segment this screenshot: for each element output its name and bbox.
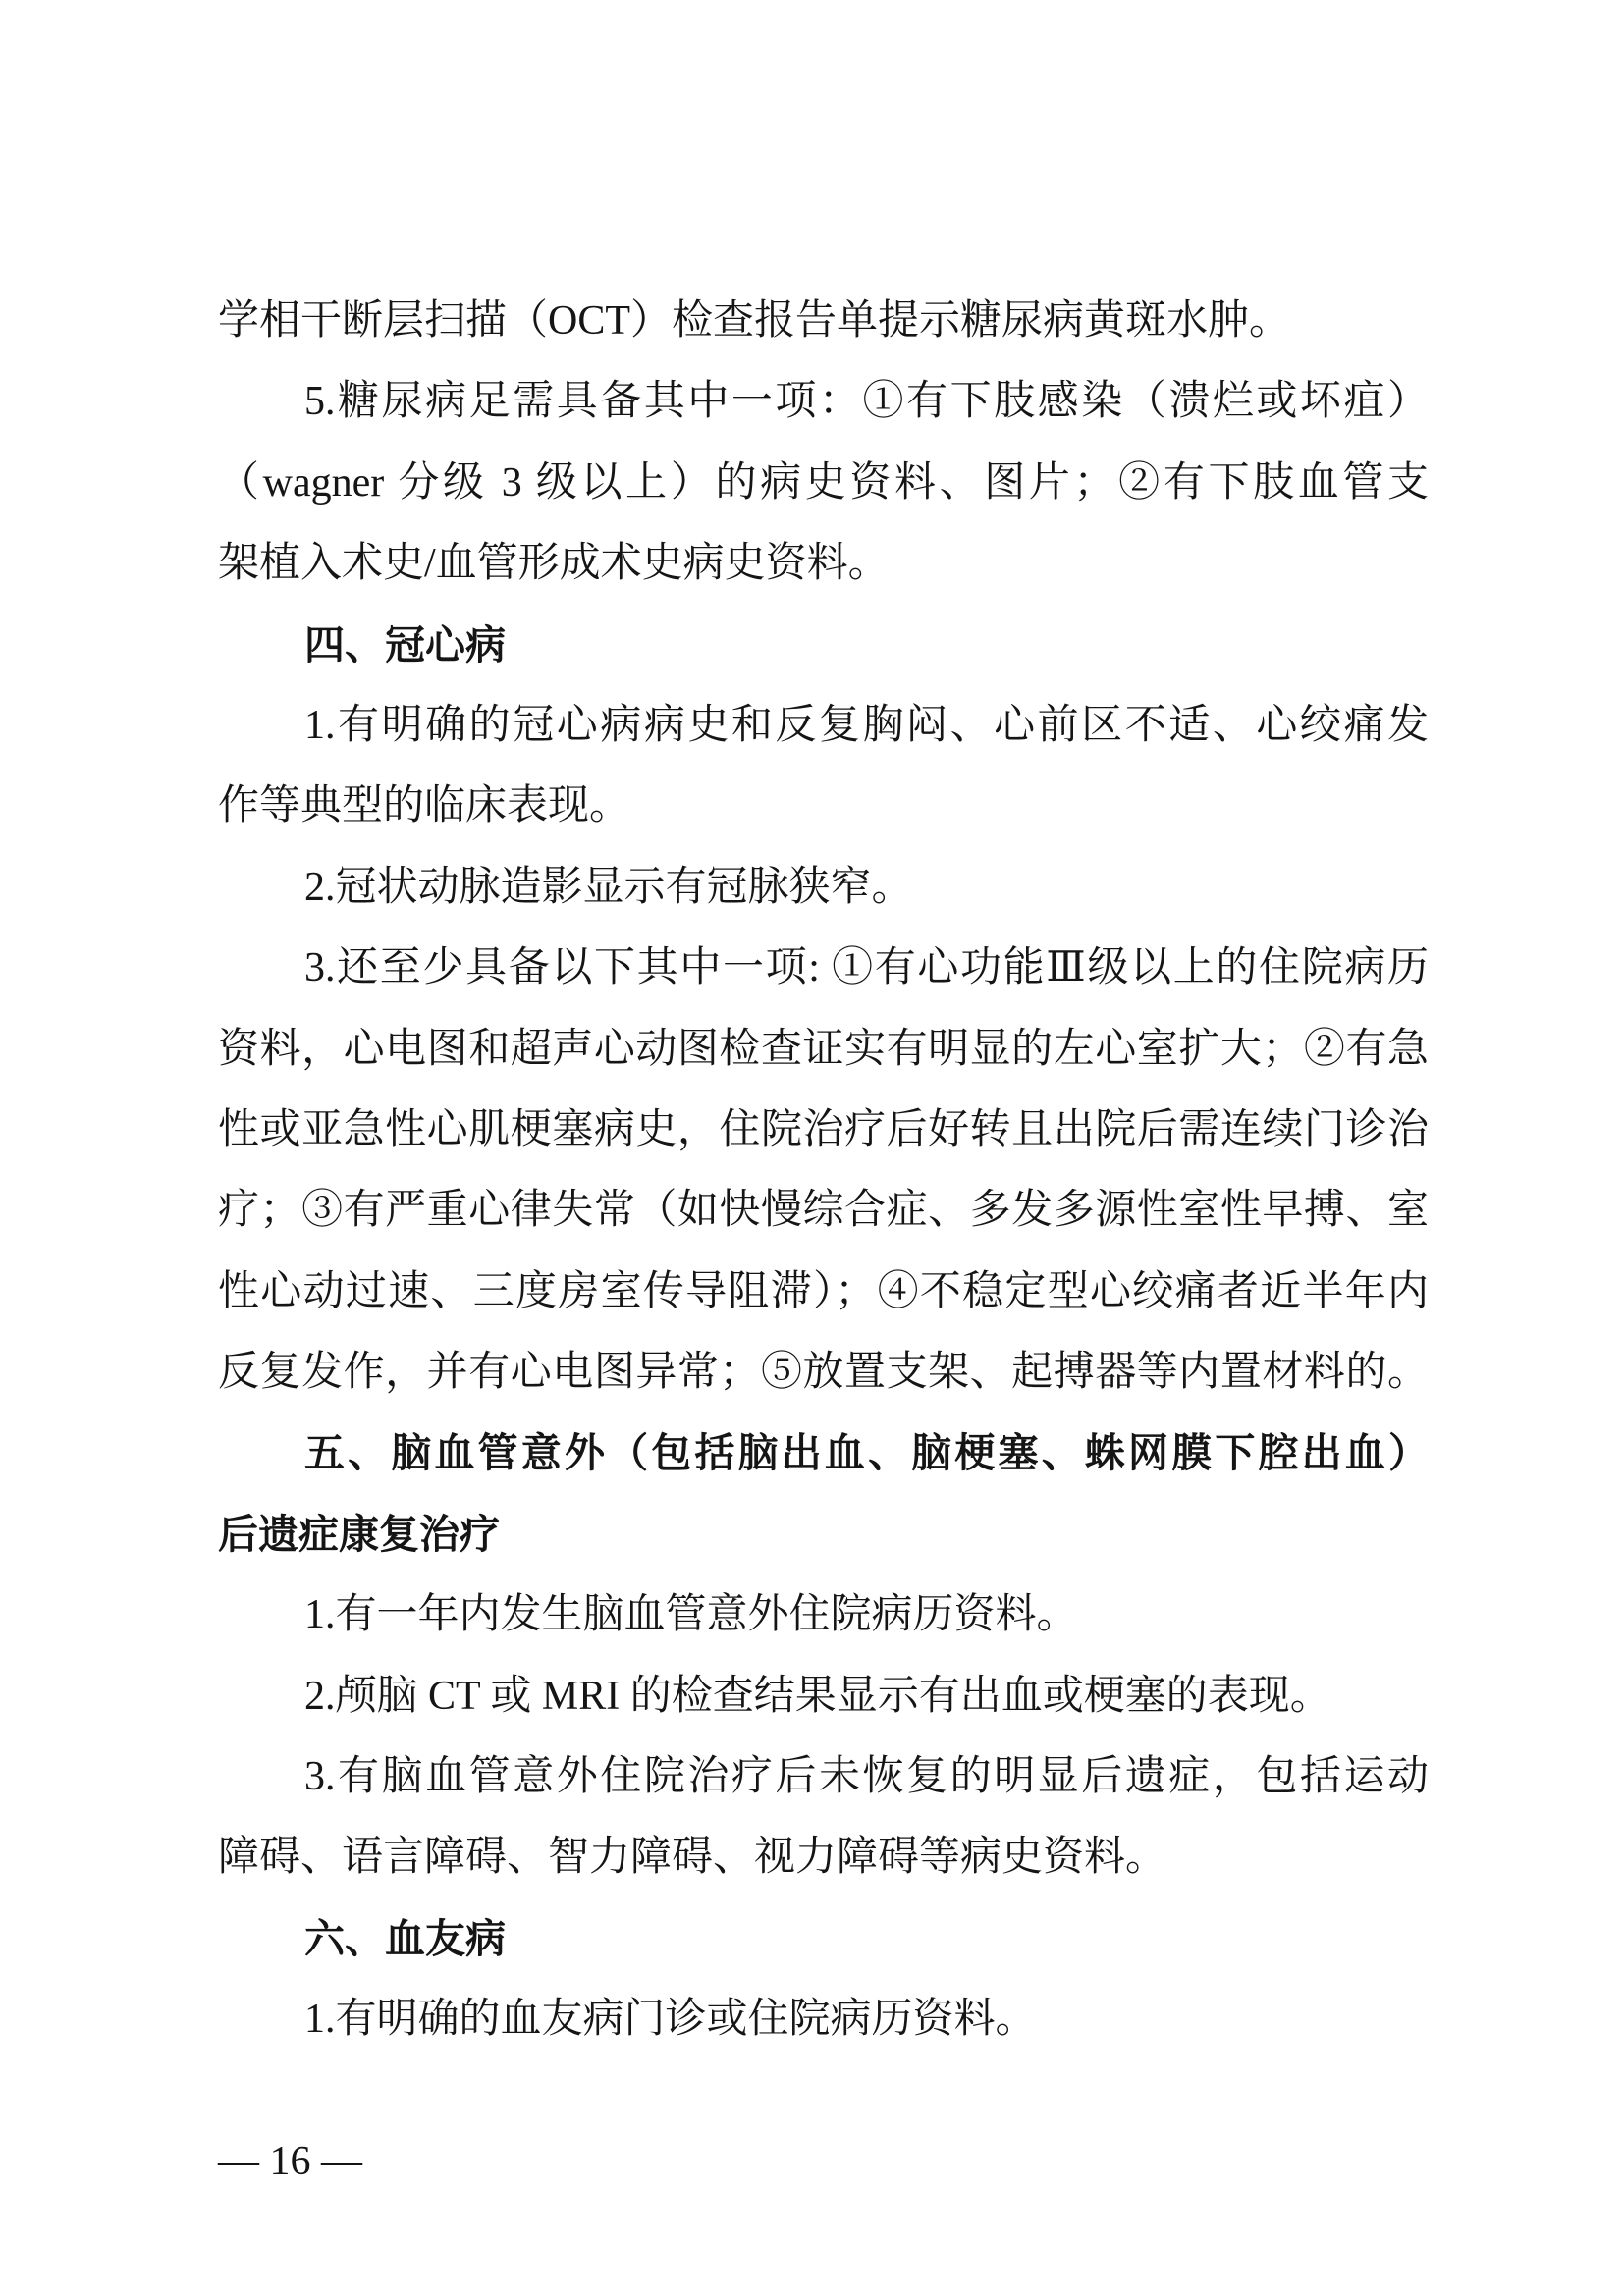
text-line: 3.还至少具备以下其中一项: ①有心功能Ⅲ级以上的住院病历	[304, 945, 1429, 991]
section-heading: 四、冠心病	[304, 620, 506, 668]
section-heading-hemophilia	[218, 1898, 1429, 1979]
text-line: 学相干断层扫描（OCT）检查报告单提示糖尿病黄斑水肿。	[218, 298, 1291, 344]
text-line: 架植入术史/血管形成术史病史资料。	[218, 541, 890, 587]
paragraph-continuation	[218, 281, 1429, 361]
text-line: 2.冠状动脉造影显示有冠脉狭窄。	[304, 864, 913, 910]
text-line: （wagner 分级 3 级以上）的病史资料、图片；②有下肢血管支	[218, 459, 1429, 506]
section-heading: 五、脑血管意外（包括脑出血、脑梗塞、蛛网膜下腔出血）	[304, 1429, 1429, 1477]
text-line: 2.颅脑 CT 或 MRI 的检查结果显示有出血或梗塞的表现。	[304, 1673, 1331, 1719]
section-heading-coronary-heart-disease	[218, 605, 1429, 685]
page-body	[218, 281, 1429, 2060]
paragraph-item	[218, 847, 1429, 928]
section-heading: 六、血友病	[304, 1914, 506, 1962]
text-line: 1.有一年内发生脑血管意外住院病历资料。	[304, 1592, 1078, 1638]
section-heading-cerebrovascular-accident	[218, 1413, 1429, 1575]
text-line: 1.有明确的冠心病病史和反复胸闷、心前区不适、心绞痛发	[304, 702, 1429, 748]
text-line: 疗；③有严重心律失常（如快慢综合症、多发多源性室性早搏、室	[218, 1188, 1429, 1234]
section-heading: 后遗症康复治疗	[218, 1510, 500, 1558]
paragraph-item	[218, 1575, 1429, 1655]
text-line: 资料，心电图和超声心动图检查证实有明显的左心室扩大；②有急	[218, 1026, 1429, 1072]
text-line: 5.糖尿病足需具备其中一项：①有下肢感染（溃烂或坏疽）	[304, 379, 1429, 425]
paragraph-diabetic-foot	[218, 361, 1429, 604]
text-line: 反复发作，并有心电图异常；⑤放置支架、起搏器等内置材料的。	[218, 1350, 1429, 1396]
paragraph-item	[218, 1656, 1429, 1736]
text-line: 障碍、语言障碍、智力障碍、视力障碍等病史资料。	[218, 1835, 1167, 1881]
text-line: 1.有明确的血友病门诊或住院病历资料。	[304, 1997, 1037, 2043]
page-number: — 16 —	[218, 2139, 362, 2184]
text-line: 性或亚急性心肌梗塞病史，住院治疗后好转且出院后需连续门诊治	[218, 1106, 1429, 1152]
paragraph-item	[218, 1736, 1429, 1898]
paragraph-item	[218, 1979, 1429, 2059]
text-line: 3.有脑血管意外住院治疗后未恢复的明显后遗症，包括运动	[304, 1754, 1429, 1800]
paragraph-item	[218, 685, 1429, 847]
text-line: 性心动过速、三度房室传导阻滞）；④不稳定型心绞痛者近半年内	[218, 1268, 1429, 1314]
text-line: 作等典型的临床表现。	[218, 783, 631, 829]
paragraph-item	[218, 928, 1429, 1413]
